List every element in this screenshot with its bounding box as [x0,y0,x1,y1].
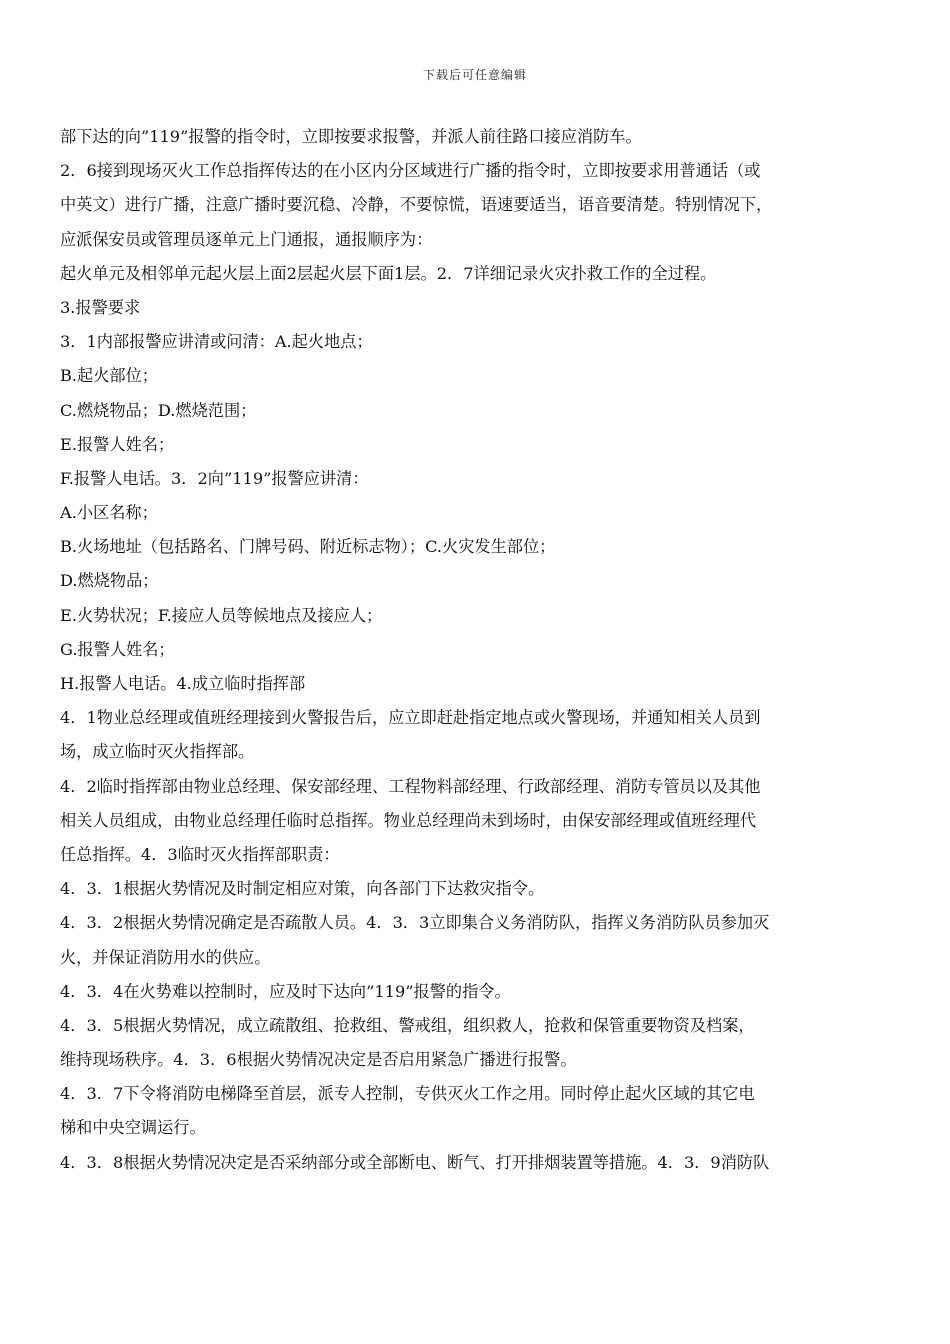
text-line: 3．1内部报警应讲清或问清：A.起火地点； [60,332,373,352]
text-line: 场，成立临时灭火指挥部。 [60,742,255,762]
text-line: 4．1物业总经理或值班经理接到火警报告后，应立即赶赴指定地点或火警现场，并通知相关人员到 [60,708,761,728]
text-line: H.报警人电话。4.成立临时指挥部 [60,674,306,693]
text-line: 应派保安员或管理员逐单元上门通报，通报顺序为： [60,229,433,249]
text-line: 4．3．7下令将消防电梯降至首层，派专人控制，专供灭火工作之用。同时停止起火区域的其它电 [60,1084,755,1104]
text-line: 4．2临时指挥部由物业总经理、保安部经理、工程物料部经理、行政部经理、消防专管员以及其他 [60,776,761,796]
text-line: 4．3．1根据火势情况及时制定相应对策，向各部门下达救灾指令。 [60,879,545,899]
text-line: F.报警人电话。3．2向”119”报警应讲清： [60,468,369,488]
text-line: 4．3．2根据火势情况确定是否疏散人员。4．3．3立即集合义务消防队，指挥义务消防队员参加灭 [60,913,770,933]
text-line: B.火场地址（包括路名、门牌号码、附近标志物）；C.火灾发生部位； [60,537,556,557]
text-line: A.小区名称； [60,503,158,523]
text-line: 火，并保证消防用水的供应。 [60,947,271,967]
text-line: 维持现场秩序。4．3．6根据火势情况决定是否启用紧急广播进行报警。 [60,1050,577,1070]
text-line: 中英文）进行广播，注意广播时要沉稳、冷静，不要惊慌，语速要适当，语音要清楚。特别情况下， [60,195,773,215]
text-line: 4．3．8根据火势情况决定是否采纳部分或全部断电、断气、打开排烟装置等措施。4．3．9消防队 [60,1152,770,1172]
text-line: 4．3．4在火势难以控制时，应及时下达向”119”报警的指令。 [60,981,511,1001]
text-line: 起火单元及相邻单元起火层上面2层起火层下面1层。2．7详细记录火灾扑救工作的全过程。 [60,263,717,283]
text-line: 2．6接到现场灭火工作总指挥传达的在小区内分区域进行广播的指令时，立即按要求用普通话（或 [60,161,761,181]
text-line: E.火势状况；F.接应人员等候地点及接应人； [60,605,383,625]
text-line: C.燃烧物品；D.燃烧范围； [60,400,257,420]
text-line: 4．3．5根据火势情况，成立疏散组、抢救组、警戒组，组织救人，抢救和保管重要物资及档案， [60,1015,755,1035]
document-body [60,120,892,1180]
text-line: 部下达的向”119”报警的指令时，立即按要求报警，并派人前往路口接应消防车。 [60,127,642,146]
text-line: 相关人员组成，由物业总经理任临时总指挥。物业总经理尚未到场时，由保安部经理或值班经理代 [60,810,757,830]
text-line: B.起火部位； [60,366,158,386]
page-header: 下载后可任意编辑 [422,68,527,82]
text-line: 梯和中央空调运行。 [60,1118,206,1138]
text-line: E.报警人姓名； [60,434,175,454]
text-line: 3.报警要求 [60,297,141,317]
text-line: G.报警人姓名； [60,639,175,659]
text-line: 任总指挥。4．3临时灭火指挥部职责： [60,844,340,864]
text-line: D.燃烧物品； [60,571,159,591]
